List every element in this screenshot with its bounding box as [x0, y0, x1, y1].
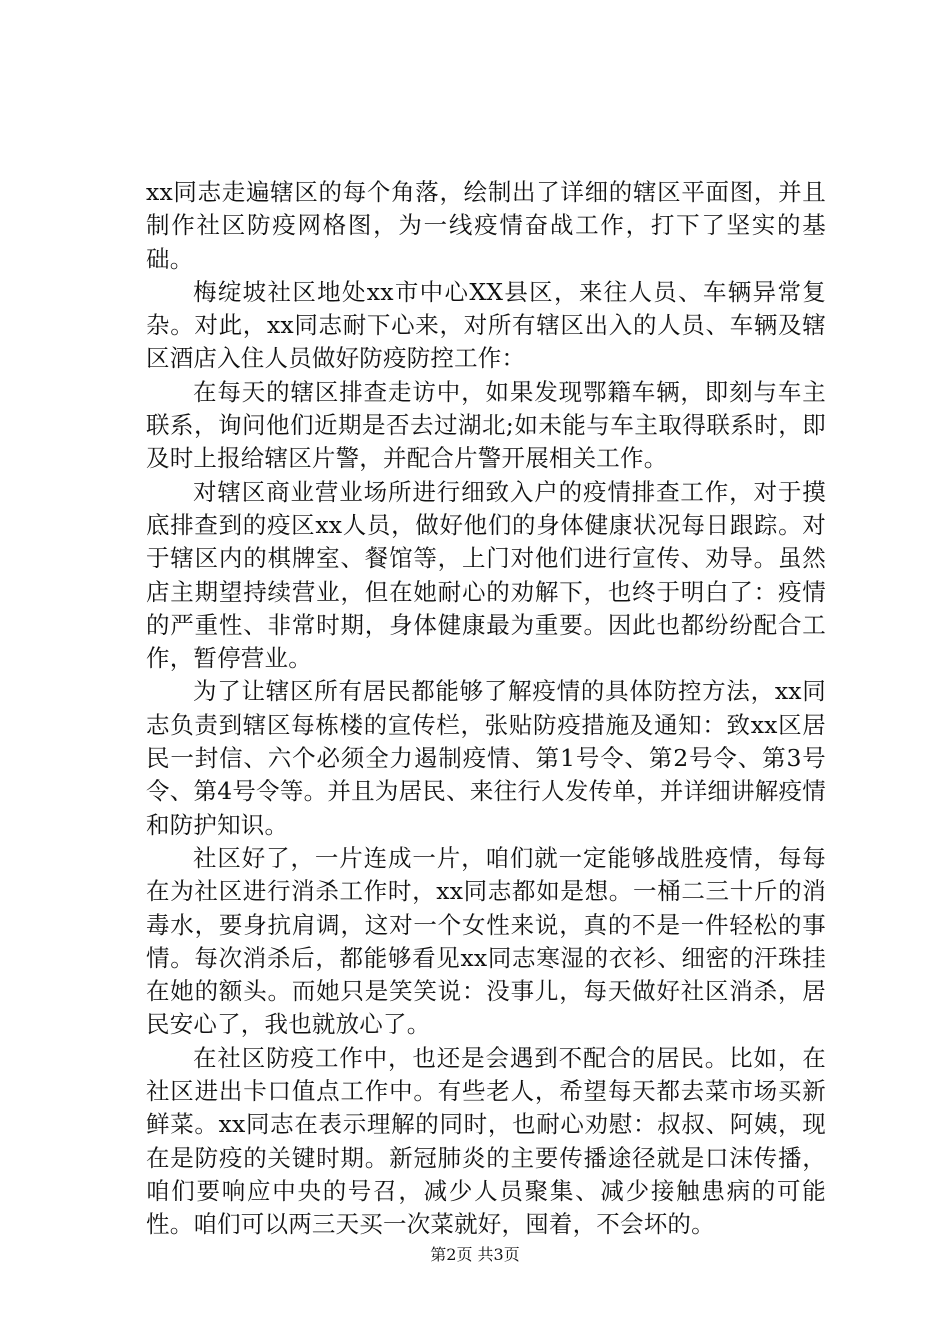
paragraph-6: 社区好了，一片连成一片，咱们就一定能够战胜疫情，每每在为社区进行消杀工作时，xx同志都如是想。一桶二三十斤的消毒水，要身抗肩调，这对一个女性来说，真的不是一件轻松的事情。每次消杀后，都能够看见xx同志寒湿的衣衫、细密的汗珠挂在她的额头。而她只是笑笑说：没事儿，每天做好社区消杀，居民安心了，我也就放心了。 — [146, 843, 826, 1039]
paragraph-1: xx同志走遍辖区的每个角落，绘制出了详细的辖区平面图，并且制作社区防疫网格图，为一线疫情奋战工作，打下了坚实的基础。 — [146, 178, 826, 273]
paragraph-2: 梅绽坡社区地处xx市中心XX县区，来往人员、车辆异常复杂。对此，xx同志耐下心来，对所有辖区出入的人员、车辆及辖区酒店入住人员做好防疫防控工作： — [146, 277, 826, 373]
page-number-label: 第2页 共3页 — [430, 1245, 520, 1264]
paragraph-4: 对辖区商业营业场所进行细致入户的疫情排查工作，对于摸底排查到的疫区xx人员，做好他们的身体健康状况每日跟踪。对于辖区内的棋牌室、餐馆等，上门对他们进行宣传、劝导。虽然店主期望持续营业，但在她耐心的劝解下，也终于明白了：疫情的严重性、非常时期，身体健康最为重要。因此也都纷纷配合工作，暂停营业。 — [146, 477, 826, 673]
page-footer — [0, 1245, 950, 1265]
paragraph-3: 在每天的辖区排查走访中，如果发现鄂籍车辆，即刻与车主联系，询问他们近期是否去过湖北;如未能与车主取得联系时，即及时上报给辖区片警，并配合片警开展相关工作。 — [146, 377, 826, 473]
paragraph-5: 为了让辖区所有居民都能够了解疫情的具体防控方法，xx同志负责到辖区每栋楼的宣传栏，张贴防疫措施及通知：致xx区居民一封信、六个必须全力遏制疫情、第1号令、第2号令、第3号令、第4号令等。并且为居民、来往行人发传单，并详细讲解疫情和防护知识。 — [146, 677, 826, 839]
paragraph-7: 在社区防疫工作中，也还是会遇到不配合的居民。比如，在社区进出卡口值点工作中。有些老人，希望每天都去菜市场买新鲜菜。xx同志在表示理解的同时，也耐心劝慰：叔叔、阿姨，现在是防疫的关键时期。新冠肺炎的主要传播途径就是口沫传播，咱们要响应中央的号召，减少人员聚集、减少接触患病的可能性。咱们可以两三天买一次菜就好，囤着，不会坏的。 — [146, 1043, 826, 1239]
document-body — [146, 176, 826, 1242]
